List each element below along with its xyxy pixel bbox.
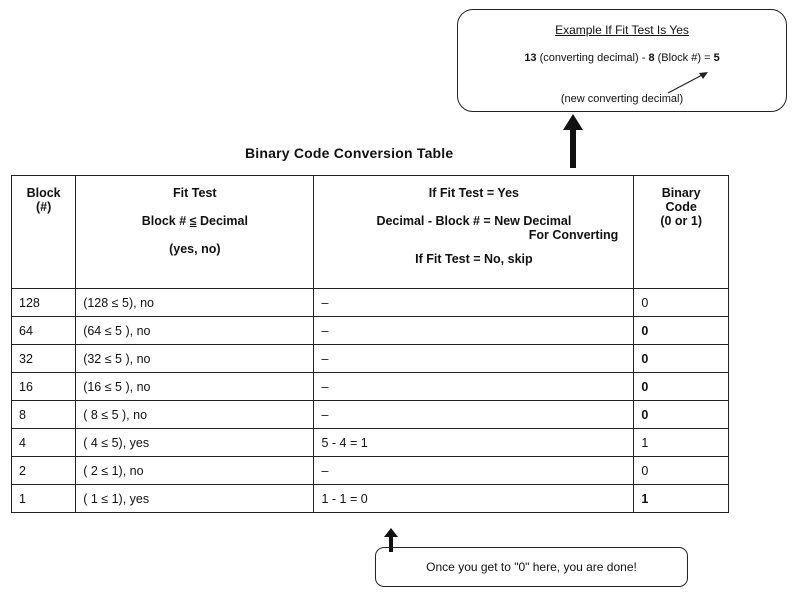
table-title: Binary Code Conversion Table bbox=[245, 145, 454, 161]
header-fit-options: (yes, no) bbox=[169, 242, 221, 256]
header-block bbox=[12, 176, 76, 289]
header-if-yes bbox=[314, 176, 634, 289]
table-row bbox=[12, 345, 729, 373]
cell-block: 8 bbox=[12, 401, 76, 429]
header-ifyes-line3: For Converting bbox=[528, 228, 619, 242]
cell-binary: 0 bbox=[634, 457, 729, 485]
header-binary-line2: Code bbox=[665, 200, 697, 214]
cell-calc: – bbox=[314, 373, 634, 401]
table-header-row bbox=[12, 176, 729, 289]
header-fit-condition-symbol: ≤ bbox=[189, 214, 197, 228]
cell-block: 1 bbox=[12, 485, 76, 513]
cell-binary: 0 bbox=[634, 345, 729, 373]
header-fit-test bbox=[76, 176, 314, 289]
cell-calc: – bbox=[314, 289, 634, 317]
cell-block: 32 bbox=[12, 345, 76, 373]
cell-calc: 1 - 1 = 0 bbox=[314, 485, 634, 513]
cell-fit: (32 ≤ 5 ), no bbox=[76, 345, 314, 373]
example-eq-a-text: (converting decimal) - bbox=[536, 52, 649, 64]
cell-fit: ( 4 ≤ 5), yes bbox=[76, 429, 314, 457]
header-fit-condition-suffix: Decimal bbox=[196, 214, 248, 228]
example-eq-result: 5 bbox=[713, 52, 720, 64]
example-eq-a: 13 bbox=[524, 52, 537, 64]
table-row bbox=[12, 401, 729, 429]
cell-binary: 0 bbox=[634, 289, 729, 317]
up-arrow-icon bbox=[561, 112, 585, 170]
example-eq-b-text: (Block #) = bbox=[654, 52, 714, 64]
cell-block: 16 bbox=[12, 373, 76, 401]
example-title: Example If Fit Test Is Yes bbox=[555, 23, 689, 37]
header-fit-title: Fit Test bbox=[173, 186, 217, 200]
cell-fit: (64 ≤ 5 ), no bbox=[76, 317, 314, 345]
cell-calc: – bbox=[314, 401, 634, 429]
table-row bbox=[12, 373, 729, 401]
table-row bbox=[12, 289, 729, 317]
cell-binary: 0 bbox=[634, 373, 729, 401]
table-row bbox=[12, 317, 729, 345]
header-ifyes-line2: Decimal - Block # = New Decimal bbox=[376, 214, 572, 228]
cell-block: 64 bbox=[12, 317, 76, 345]
table-row bbox=[12, 485, 729, 513]
header-binary-line1: Binary bbox=[661, 186, 701, 200]
cell-calc: – bbox=[314, 317, 634, 345]
cell-binary: 1 bbox=[634, 429, 729, 457]
header-ifyes-line1: If Fit Test = Yes bbox=[428, 186, 519, 200]
example-note: (new converting decimal) bbox=[560, 93, 684, 105]
cell-fit: (16 ≤ 5 ), no bbox=[76, 373, 314, 401]
header-block-line1: Block bbox=[26, 186, 61, 200]
header-ifyes-line4: If Fit Test = No, skip bbox=[415, 252, 533, 266]
cell-block: 128 bbox=[12, 289, 76, 317]
cell-binary: 1 bbox=[634, 485, 729, 513]
cell-block: 2 bbox=[12, 457, 76, 485]
cell-calc: 5 - 4 = 1 bbox=[314, 429, 634, 457]
pointer-arrow-icon bbox=[664, 68, 714, 96]
table-row bbox=[12, 429, 729, 457]
cell-calc: – bbox=[314, 457, 634, 485]
example-equation bbox=[458, 52, 786, 64]
conversion-table bbox=[11, 175, 729, 513]
cell-fit: ( 1 ≤ 1), yes bbox=[76, 485, 314, 513]
cell-block: 4 bbox=[12, 429, 76, 457]
done-note: Once you get to "0" here, you are done! bbox=[375, 547, 688, 587]
example-eq-b: 8 bbox=[648, 52, 655, 64]
header-block-line2: (#) bbox=[35, 200, 52, 214]
cell-fit: ( 8 ≤ 5 ), no bbox=[76, 401, 314, 429]
header-binary-line3: (0 or 1) bbox=[660, 214, 702, 228]
cell-binary: 0 bbox=[634, 401, 729, 429]
cell-fit: ( 2 ≤ 1), no bbox=[76, 457, 314, 485]
table-row bbox=[12, 457, 729, 485]
example-callout bbox=[457, 9, 787, 112]
cell-calc: – bbox=[314, 345, 634, 373]
header-fit-condition bbox=[83, 214, 306, 228]
header-binary bbox=[634, 176, 729, 289]
header-fit-condition-prefix: Block # bbox=[141, 214, 190, 228]
cell-fit: (128 ≤ 5), no bbox=[76, 289, 314, 317]
cell-binary: 0 bbox=[634, 317, 729, 345]
